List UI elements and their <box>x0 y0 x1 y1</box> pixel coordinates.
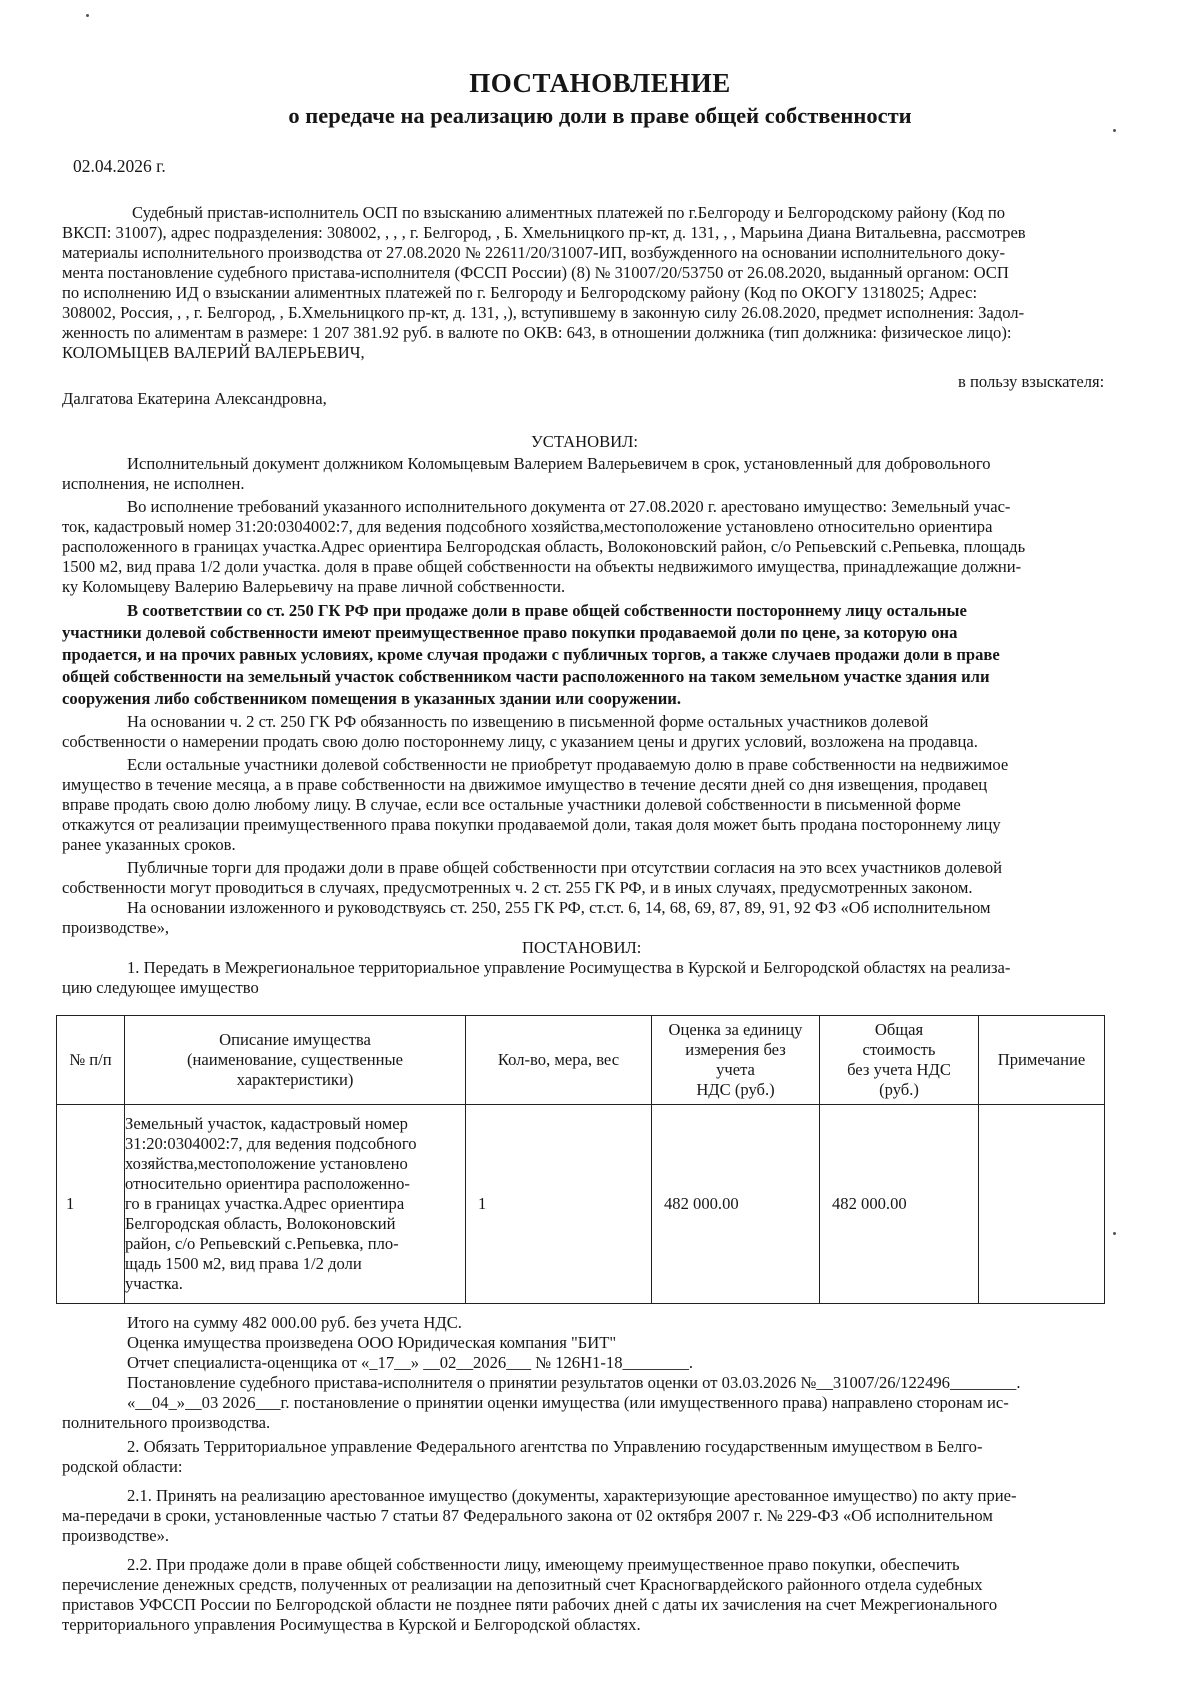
intro-line: женность по алиментам в размере: 1 207 381.92 руб. в валюте по ОКВ: 643, в отношении должника (тип должника: физическое лицо): <box>62 323 1012 342</box>
cell-unit-price: 482 000.00 <box>652 1105 820 1304</box>
established-line: Если остальные участники долевой собственности не приобретут продаваемую долю в праве собственности на недвижимое <box>127 755 1009 774</box>
column-header-unit-price: Оценка за единицу измерения без учета НДС (руб.) <box>652 1016 820 1105</box>
established-line: собственности могут проводиться в случаях, предусмотренных ч. 2 ст. 255 ГК РФ, и в иных случаях, предусмотренных законом. <box>62 878 973 897</box>
established-line: 1500 м2, вид права 1/2 доли участка. доля в праве общей собственности на объекты недвижимого имущества, принадлежащие должни- <box>62 557 1022 576</box>
intro-line: ВКСП: 31007), адрес подразделения: 308002, , , , г. Белгород, , Б. Хмельницкого пр-кт, д. 131, , , Марьина Диана Витальевна, рассмотрев <box>62 223 1026 242</box>
document-title: ПОСТАНОВЛЕНИЕ <box>469 68 731 98</box>
cell-quantity: 1 <box>466 1105 652 1304</box>
item22-line: приставов УФССП России по Белгородской области не позднее пяти рабочих дней с даты их зачисления на счет Межрегионального <box>62 1595 998 1614</box>
legal-note-bold: В соответствии со ст. 250 ГК РФ при продаже доли в праве общей собственности постороннему лицу остальные <box>127 601 967 620</box>
cell-number: 1 <box>57 1105 125 1304</box>
established-line: Публичные торги для продажи доли в праве общей собственности при отсутствии согласия на это всех участников долевой <box>127 858 1002 877</box>
intro-line: материалы исполнительного производства от 27.08.2020 № 22611/20/31007-ИП, возбужденного на основании исполнительного доку- <box>62 243 1005 262</box>
property-table <box>56 1015 1105 1304</box>
column-header-number: № п/п <box>57 1016 125 1105</box>
notification-line: «__04_»__03 2026___г. постановление о принятии оценки имущества (или имущественного права) направлено сторонам ис- <box>127 1393 1009 1412</box>
in-favor-label: в пользу взыскателя: <box>958 372 1105 391</box>
legal-note-bold: продается, и на прочих равных условиях, кроме случая продажи с публичных торгов, а также случаев продажи доли в праве <box>62 645 1000 664</box>
cell-total: 482 000.00 <box>820 1105 979 1304</box>
item21-line: 2.1. Принять на реализацию арестованное имущество (документы, характеризующие арестованное имущество) по акту прие- <box>127 1486 1017 1505</box>
item21-line: ма-передачи в сроки, установленные частью 7 статьи 87 Федерального закона от 02 октября 2007 г. № 229-ФЗ «Об исполнительном <box>62 1506 993 1525</box>
established-line: вправе продать свою долю любому лицу. В случае, если все остальные участники долевой собственности в письменной форме <box>62 795 961 814</box>
table-row <box>57 1105 1105 1304</box>
resolved-line: 1. Передать в Межрегиональное территориальное управление Росимущества в Курской и Белгородской областях на реализа- <box>127 958 1011 977</box>
valuation-company: Оценка имущества произведена ООО Юридическая компания "БИТ" <box>127 1333 617 1352</box>
cell-description: Земельный участок, кадастровый номер 31:20:0304002:7, для ведения подсобного хозяйства,местоположение установлено относительно ориентира расположенно- го в границах участка.Адрес ориентира Белгородская область, Волоконовский район, с/о Репьевский с.Репьевка, пло- щадь 1500 м2, вид права 1/2 доли участка. <box>125 1105 466 1304</box>
item22-line: перечисление денежных средств, полученных от реализации на депозитный счет Красногвардейского районного отдела судебных <box>62 1575 983 1594</box>
valuation-report: Отчет специалиста-оценщика от «_17__» __02__2026___ № 126Н1-18________. <box>127 1353 694 1372</box>
item2-line: родской области: <box>62 1457 183 1476</box>
total-sum: Итого на сумму 482 000.00 руб. без учета НДС. <box>127 1313 462 1332</box>
creditor-name: Далгатова Екатерина Александровна, <box>62 389 327 408</box>
item22-line: 2.2. При продаже доли в праве общей собственности лицу, имеющему преимущественное право покупки, обеспечить <box>127 1555 960 1574</box>
cell-note <box>979 1105 1105 1304</box>
intro-line: Судебный пристав-исполнитель ОСП по взысканию алиментных платежей по г.Белгороду и Белгородскому району (Код по <box>132 203 1006 222</box>
document-date: 02.04.2026 г. <box>73 156 166 176</box>
debtor-name: КОЛОМЫЦЕВ ВАЛЕРИЙ ВАЛЕРЬЕВИЧ, <box>62 343 365 362</box>
item2-line: 2. Обязать Территориальное управление Федерального агентства по Управлению государственным имуществом в Белго- <box>127 1437 983 1456</box>
table-header-row <box>57 1016 1105 1105</box>
established-heading: УСТАНОВИЛ: <box>531 432 638 451</box>
legal-note-bold: сооружения либо собственником помещения в указанных здании или сооружении. <box>62 689 681 708</box>
document-subtitle: о передаче на реализацию доли в праве общей собственности <box>288 103 912 128</box>
notification-line: полнительного производства. <box>62 1413 271 1432</box>
column-header-total: Общая стоимость без учета НДС (руб.) <box>820 1016 979 1105</box>
established-line: ку Коломыцеву Валерию Валерьевичу на праве личной собственности. <box>62 577 566 596</box>
established-line: исполнения, не исполнен. <box>62 474 245 493</box>
item22-line: территориального управления Росимущества в Курской и Белгородской областях. <box>62 1615 641 1634</box>
legal-note-bold: участники долевой собственности имеют преимущественное право покупки продаваемой доли по цене, за которую она <box>62 623 958 642</box>
established-line: производстве», <box>62 918 170 937</box>
established-line: ранее указанных сроков. <box>62 835 236 854</box>
established-line: Исполнительный документ должником Коломыцевым Валерием Валерьевичем в срок, установленный для добровольного <box>127 454 991 473</box>
established-line: расположенного в границах участка.Адрес ориентира Белгородская область, Волоконовский район, с/о Репьевский с.Репьевка, площадь <box>62 537 1026 556</box>
legal-note-bold: общей собственности на земельный участок собственником части расположенного на таком земельном участке здания или <box>62 667 990 686</box>
valuation-resolution: Постановление судебного пристава-исполнителя о принятии результатов оценки от 03.03.2026 №__31007/26/122496________. <box>127 1373 1021 1392</box>
established-line: На основании ч. 2 ст. 250 ГК РФ обязанность по извещению в письменной форме остальных участников долевой <box>127 712 929 731</box>
intro-line: 308002, Россия, , , г. Белгород, , Б.Хмельницкого пр-кт, д. 131, ,), вступившему в законную силу 26.08.2020, предмет исполнения: Задол- <box>62 303 1025 322</box>
resolved-heading: ПОСТАНОВИЛ: <box>522 938 642 957</box>
established-line: На основании изложенного и руководствуясь ст. 250, 255 ГК РФ, ст.ст. 6, 14, 68, 69, 87, 89, 91, 92 ФЗ «Об исполнительном <box>127 898 991 917</box>
intro-line: по исполнению ИД о взыскании алиментных платежей по г. Белгороду и Белгородскому району (Код по ОКОГУ 1318025; Адрес: <box>62 283 978 302</box>
scan-speck <box>1113 129 1116 132</box>
column-header-description: Описание имущества (наименование, существенные характеристики) <box>125 1016 466 1105</box>
scan-speck <box>86 14 89 17</box>
established-line: откажутся от реализации преимущественного права покупки продаваемой доли, такая доля может быть продана постороннему лицу <box>62 815 1001 834</box>
established-line: Во исполнение требований указанного исполнительного документа от 27.08.2020 г. арестовано имущество: Земельный учас- <box>127 497 1011 516</box>
item21-line: производстве». <box>62 1526 170 1545</box>
scan-speck <box>1113 1232 1116 1235</box>
established-line: собственности о намерении продать свою долю постороннему лицу, с указанием цены и других условий, возложена на продавца. <box>62 732 978 751</box>
resolved-line: цию следующее имущество <box>62 978 259 997</box>
intro-line: мента постановление судебного пристава-исполнителя (ФССП России) (8) № 31007/20/53750 от 26.08.2020, выданный органом: ОСП <box>62 263 1009 282</box>
column-header-quantity: Кол-во, мера, вес <box>466 1016 652 1105</box>
column-header-note: Примечание <box>979 1016 1105 1105</box>
established-line: имущество в течение месяца, а в праве собственности на движимое имущество в течение десяти дней со дня извещения, продавец <box>62 775 988 794</box>
established-line: ток, кадастровый номер 31:20:0304002:7, для ведения подсобного хозяйства,местоположение установлено относительно ориентира <box>62 517 993 536</box>
